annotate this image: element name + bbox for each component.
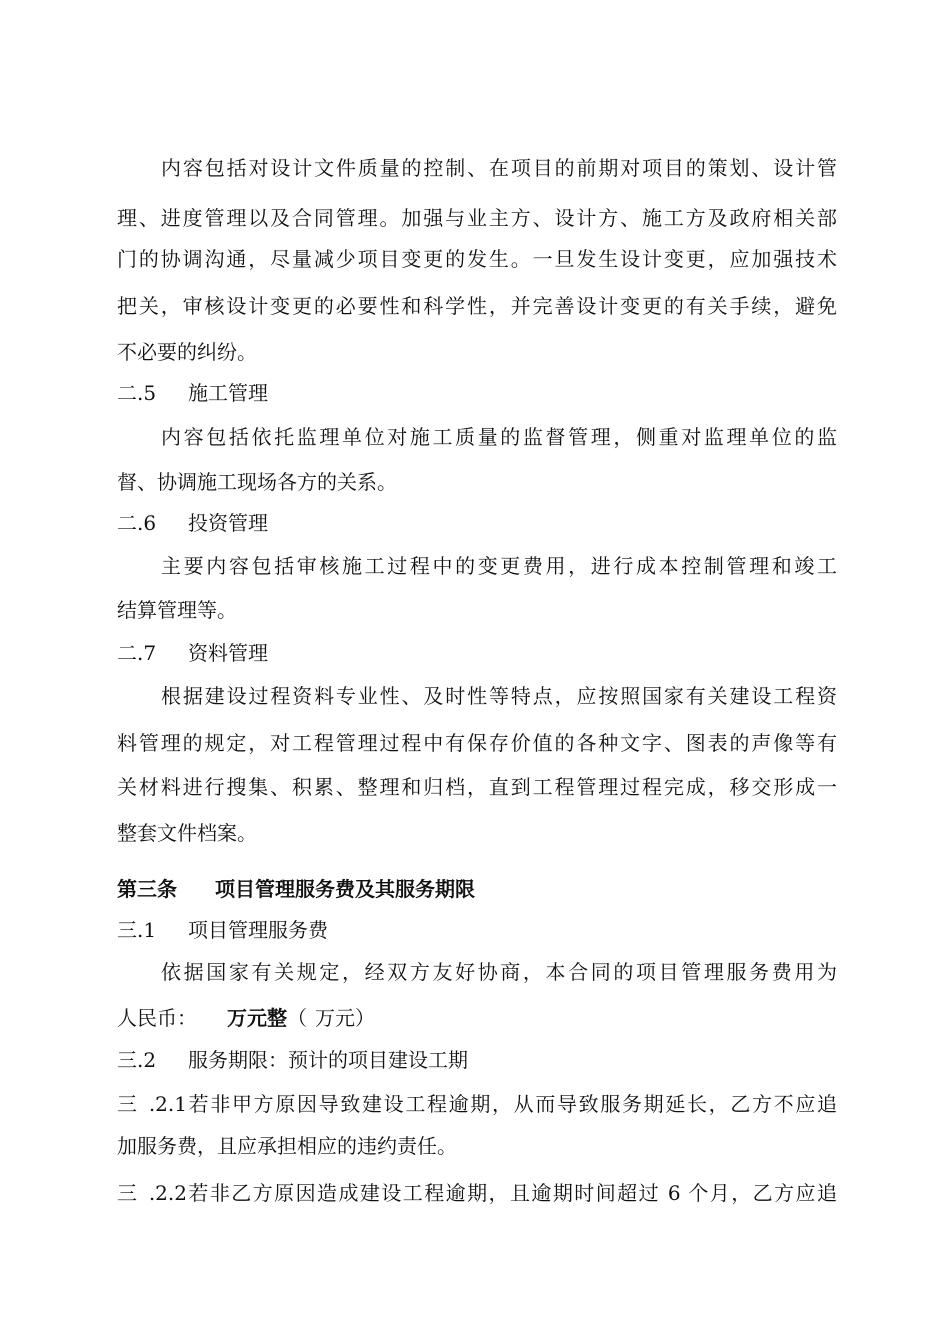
paragraph-line: 理、进度管理以及合同管理。加强与业主方、设计方、施工方及政府相关部 — [117, 206, 837, 230]
fee-prefix: 人民币： — [117, 1006, 197, 1030]
subsection-line — [117, 1180, 837, 1206]
paragraph-line: 料管理的规定，对工程管理过程中有保存价值的各种文字、图表的声像等有 — [117, 731, 837, 755]
article-heading — [117, 876, 837, 902]
paragraph-line: 内容包括对设计文件质量的控制、在项目的前期对项目的策划、设计管 — [161, 156, 837, 180]
section-heading — [117, 510, 837, 536]
section-heading — [117, 1047, 837, 1073]
paragraph-line: 关材料进行搜集、积累、整理和归档，直到工程管理过程完成，移交形成一 — [117, 775, 837, 799]
paragraph-line: 主要内容包括审核施工过程中的变更费用，进行成本控制管理和竣工 — [161, 554, 837, 578]
fee-amount: 万元整 — [227, 1006, 287, 1030]
section-title: 投资管理 — [188, 511, 268, 535]
section-title: 项目管理服务费 — [188, 918, 328, 942]
paragraph-line: 整套文件档案。 — [117, 821, 257, 845]
fee-line — [117, 1005, 837, 1031]
paragraph-line: 根据建设过程资料专业性、及时性等特点，应按照国家有关建设工程资 — [161, 684, 837, 708]
section-number: 二.7 — [117, 641, 157, 665]
section-title: 资料管理 — [188, 641, 268, 665]
section-title: 服务期限：预计的项目建设工期 — [188, 1048, 468, 1072]
subsection-line — [117, 1091, 837, 1117]
paragraph-line: 加服务费，且应承担相应的违约责任。 — [117, 1134, 457, 1158]
section-title: 施工管理 — [188, 381, 268, 405]
section-number: 二.6 — [117, 511, 157, 535]
paragraph-line: 结算管理等。 — [117, 598, 237, 622]
section-number: 三.2 — [117, 1048, 157, 1072]
subsection-text: 若非甲方原因导致建设工程逾期，从而导致服务期延长，乙方不应追 — [187, 1092, 837, 1116]
paragraph-line: 门的协调沟通，尽量减少项目变更的发生。一旦发生设计变更，应加强技术 — [117, 247, 837, 271]
subsection-text: 若非乙方原因造成建设工程逾期，且逾期时间超过 6 个月，乙方应追 — [187, 1181, 837, 1205]
paragraph-line: 督、协调施工现场各方的关系。 — [117, 470, 397, 494]
paragraph-line: 内容包括依托监理单位对施工质量的监督管理，侧重对监理单位的监 — [161, 425, 837, 449]
paragraph-line: 不必要的纠纷。 — [117, 340, 257, 364]
fee-paren-open: （ — [287, 1006, 307, 1030]
article-title: 项目管理服务费及其服务期限 — [215, 877, 475, 901]
section-heading — [117, 640, 837, 666]
paragraph-line: 把关，审核设计变更的必要性和科学性，并完善设计变更的有关手续，避免 — [117, 294, 837, 318]
section-number: 二.5 — [117, 381, 157, 405]
article-number: 第三条 — [117, 877, 177, 901]
paragraph-line: 依据国家有关规定，经双方友好协商，本合同的项目管理服务费用为 — [161, 960, 837, 984]
subsection-number: 三.2.2 — [117, 1181, 187, 1205]
section-heading — [117, 917, 837, 943]
section-number: 三.1 — [117, 918, 157, 942]
subsection-number: 三.2.1 — [117, 1092, 187, 1116]
section-heading — [117, 380, 837, 406]
fee-paren-unit: 万元） — [315, 1006, 375, 1030]
